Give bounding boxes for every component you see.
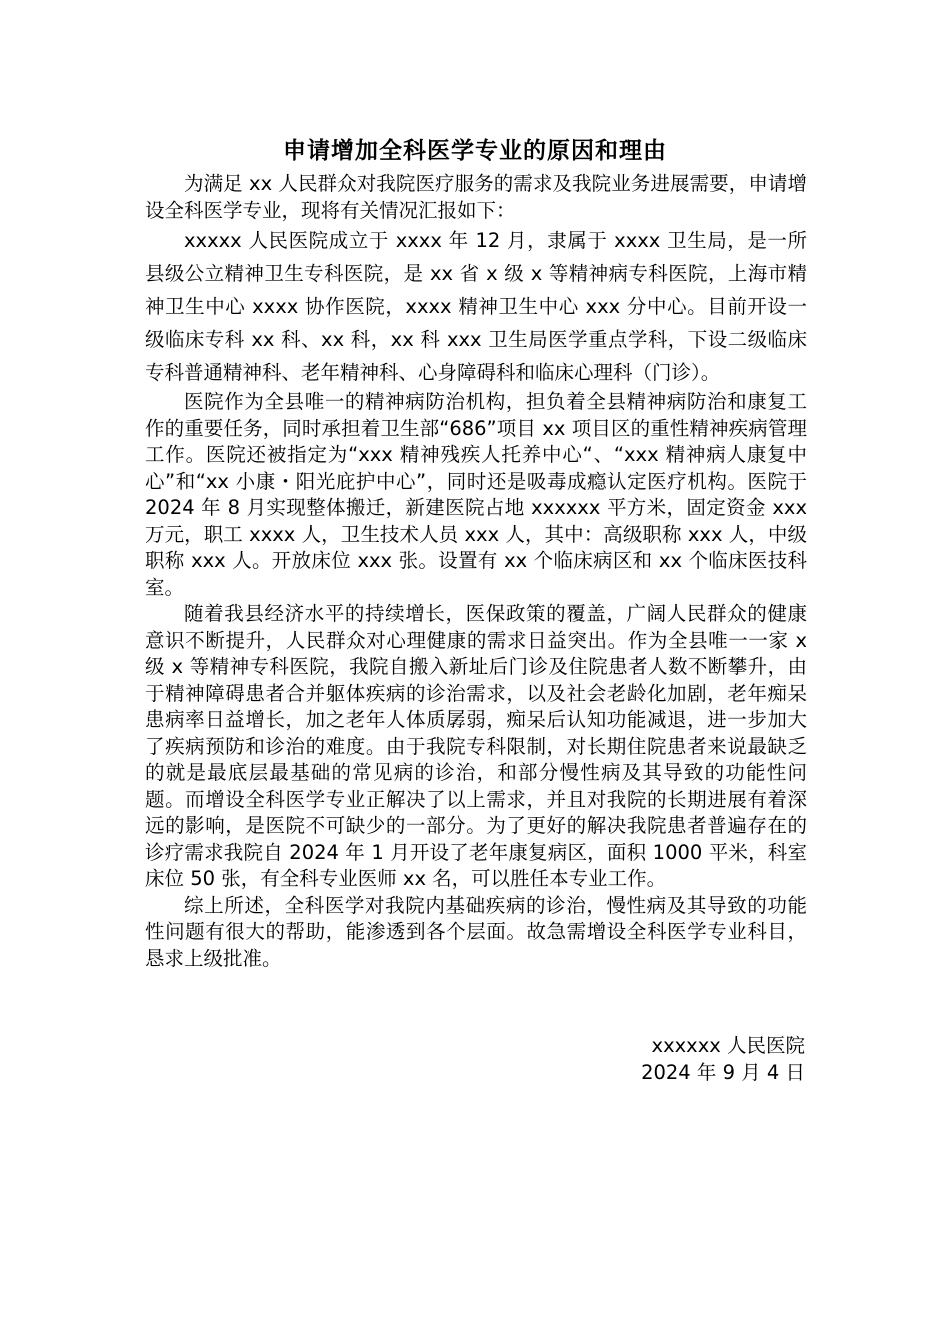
signature-organization: xxxxxx 人民医院: [651, 1034, 805, 1057]
paragraph-reasons: 随着我县经济水平的持续增长，医保政策的覆盖，广阔人民群众的健康意识不断提升，人民群众对心理健康的需求日益突出。作为全县唯一一家 x 级 x 等精神专科医院，我院自搬入新址后门诊及住院患者人数不断攀升，由于精神障碍患者合并躯体疾病的诊治需求，以及社会老龄化加剧，老年痴呆患病率日益增长，加之老年人体质孱弱，痴呆后认知功能减退，进一步加大了疾病预防和诊治的难度。由于我院专科限制，对长期住院患者来说最缺乏的就是最底层最基础的常见病的诊治，和部分慢性病及其导致的功能性问题。而增设全科医学专业正解决了以上需求，并且对我院的长期进展有着深远的影响，是医院不可缺少的一部分。为了更好的解决我院患者普遍存在的诊疗需求我院自 2024 年 1 月开设了老年康复病区，面积 1000 平米，科室床位 50 张，有全科专业医师 xx 名，可以胜任本专业工作。: [145, 602, 807, 890]
signature-date: 2024 年 9 月 4 日: [641, 1061, 805, 1084]
document-title: 申请增加全科医学专业的原因和理由: [283, 138, 667, 164]
paragraph-conclusion: 综上所述，全科医学对我院内基础疾病的诊治，慢性病及其导致的功能性问题有很大的帮助，能渗透到各个层面。故急需增设全科医学专业科目，恳求上级批准。: [145, 893, 807, 970]
signature-block: [641, 1032, 805, 1086]
paragraph-hospital-overview: xxxxx 人民医院成立于 xxxx 年 12 月，隶属于 xxxx 卫生局，是一所县级公立精神卫生专科医院，是 xx 省 x 级 x 等精神病专科医院，上海市精神卫生中心 xxxx 协作医院，xxxx 精神卫生中心 xxx 分中心。目前开设一级临床专科 xx 科、xx 科，xx 科 xxx 卫生局医学重点学科，下设二级临床专科普通精神科、老年精神科、心身障碍科和临床心理科（门诊）。: [145, 229, 807, 384]
document-body: [145, 171, 807, 972]
paragraph-intro: 为满足 xx 人民群众对我院医疗服务的需求及我院业务进展需要，申请增设全科医学专业，现将有关情况汇报如下：: [145, 172, 807, 222]
paragraph-hospital-role: 医院作为全县唯一的精神病防治机构，担负着全县精神病防治和康复工作的重要任务，同时承担着卫生部“686”项目 xx 项目区的重性精神疾病管理工作。医院还被指定为“xxx 精神残疾人托养中心“、“xxx 精神病人康复中心”和“xx 小康・阳光庇护中心”，同时还是吸毒成瘾认定医疗机构。医院于 2024 年 8 月实现整体搬迁，新建医院占地 xxxxxx 平方米，固定资金 xxx 万元，职工 xxxx 人，卫生技术人员 xxx 人，其中：高级职称 xxx 人，中级职称 xxx 人。开放床位 xxx 张。设置有 xx 个临床病区和 xx 个临床医技科室。: [145, 390, 807, 599]
